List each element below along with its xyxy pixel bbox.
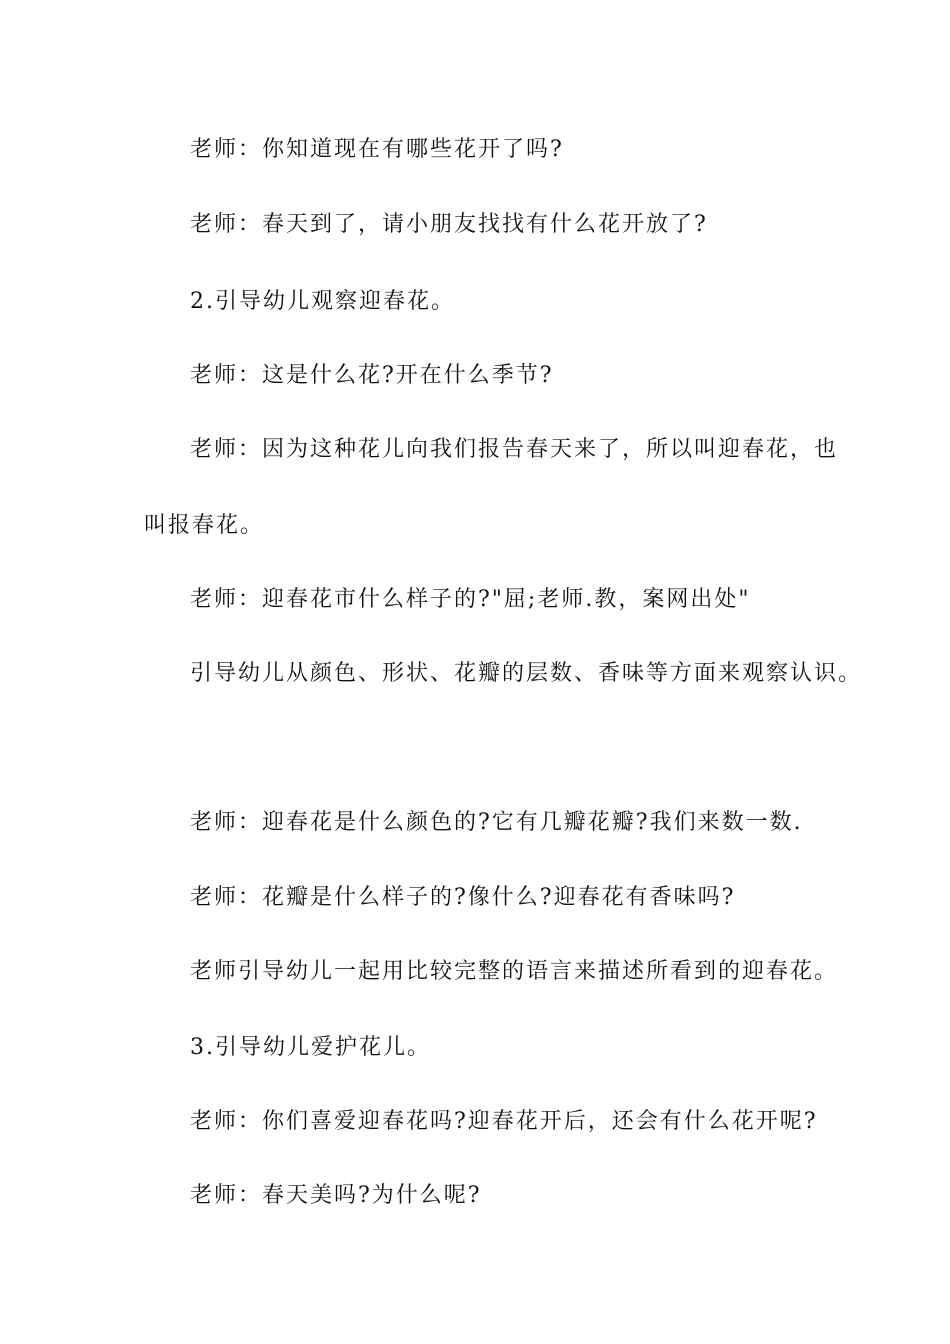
paragraph-line-4: 老师：这是什么花?开在什么季节? [190, 363, 554, 388]
paragraph-line-10: 老师：花瓣是什么样子的?像什么?迎春花有香味吗? [190, 885, 736, 910]
section-heading-3: 3.引导幼儿爱护花儿。 [190, 1035, 431, 1060]
paragraph-line-13: 老师：你们喜爱迎春花吗?迎春花开后，还会有什么花开呢? [190, 1109, 818, 1134]
paragraph-line-5: 老师：因为这种花儿向我们报告春天来了，所以叫迎春花，也 [190, 437, 839, 462]
section-heading-2: 2.引导幼儿观察迎春花。 [190, 289, 455, 314]
paragraph-line-8: 引导幼儿从颜色、形状、花瓣的层数、香味等方面来观察认识。 [190, 661, 863, 686]
paragraph-line-9: 老师：迎春花是什么颜色的?它有几瓣花瓣?我们来数一数. [190, 810, 803, 835]
paragraph-line-6: 叫报春花。 [144, 513, 265, 538]
paragraph-line-7: 老师：迎春花市什么样子的?"屈;老师.教，案网出处" [190, 587, 751, 612]
paragraph-line-14: 老师：春天美吗?为什么呢? [190, 1183, 482, 1208]
paragraph-line-11: 老师引导幼儿一起用比较完整的语言来描述所看到的迎春花。 [190, 959, 839, 984]
paragraph-line-1: 老师：你知道现在有哪些花开了吗? [190, 137, 564, 162]
paragraph-line-2: 老师：春天到了，请小朋友找找有什么花开放了? [190, 212, 708, 237]
